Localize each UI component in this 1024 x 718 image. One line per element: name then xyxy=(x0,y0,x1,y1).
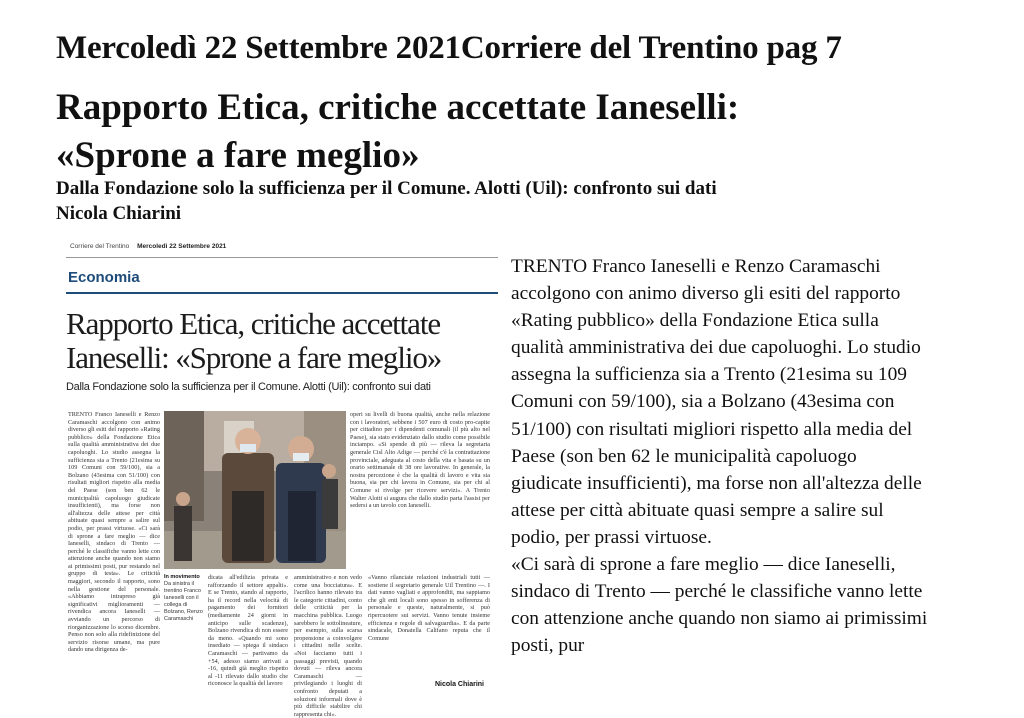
headline-line-2: «Sprone a fare meglio» xyxy=(56,135,420,176)
clipping-headline xyxy=(66,307,498,375)
headline-line-1: Rapporto Etica, critiche accettate Ianeselli: xyxy=(56,87,740,128)
clipping-section: Economia xyxy=(68,269,140,286)
clipping-column-1: TRENTO Franco Ianeselli e Renzo Caramaschi accolgono con animo diverso gli esiti del rapporto «Rating pubblico» della Fondazione Etica sulla qualità amministrativa dei due capoluoghi. Lo studio assegna la sufficienza sia a Trento (21esima su 109 Comuni con 59/100), sia a Bolzano (43esima con 51/100) con risultati migliori rispetto alla media del Paese (son ben 62 le municipalità capoluogo giudicate insufficienti), ma forse non all'altezza delle attese per città abituate quasi sempre a salire sul podio, per prassi virtuose. «Ci sarà di sprone a fare meglio — dice Ianeselli, sindaco di Trento — perché le classifiche vanno lette con attenzione anche quando non siamo ai primissimi posti, pur restando nel gruppo di testa». Le criticità maggiori, secondo il rapporto, sono nella gestione del personale. «Abbiamo intrapreso già significativi miglioramenti — rivendica ancora Ianeselli — avviando un percorso di riorganizzazione lo scorso dicembre. Penso non solo alla ridefinizione del servizio risorse umane, ma pure dando una dirigenza de- xyxy=(68,411,160,654)
clipping-date: Mercoledì 22 Settembre 2021 xyxy=(137,243,227,250)
clipping-headline-line-1: Rapporto Etica, critiche accettate xyxy=(66,306,440,341)
caption-text: Da sinistra il trentino Franco Ianeselli con il collega di Bolzano, Renzo Caramaschi xyxy=(164,581,203,622)
clipping-photo xyxy=(164,411,346,569)
subheadline: Dalla Fondazione solo la sufficienza per il Comune. Alotti (Uil): confronto sui dati xyxy=(56,178,717,199)
newspaper-clipping xyxy=(58,241,498,718)
article-body xyxy=(511,253,931,659)
article-paragraph-1: TRENTO Franco Ianeselli e Renzo Caramaschi accolgono con animo diverso gli esiti del rapporto «Rating pubblico» della Fondazione Etica sulla qualità amministrativa dei due capoluoghi. Lo studio assegna la sufficienza sia a Trento (21esima su 109 Comuni con 59/100), sia a Bolzano (43esima con 51/100) con risultati migliori rispetto alla media del Paese (son ben 62 le municipalità capoluogo giudicate insufficienti), ma forse non all'altezza delle attese per città abituate quasi sempre a salire sul podio, per prassi virtuose. xyxy=(511,256,922,548)
clipping-column-2: operi su livelli di buona qualità, anche nella relazione con i lavoratori, sebbene i 507 euro di costo pro-capite per cittadino per i dipendenti comunali (il più alto nel Paese), sia stato evidenziato dallo studio come possibile inciampo. «Si spende di più — rileva la segretaria generale Cisl Alto Adige — perché c'è la contrattazione provinciale, adeguata al costo della vita e basata su un orario settimanale di 38 ore lavorative. In generale, la nostra percezione è che la qualità di lavoro e vita sia buona, sia per chi lavora in Comune, sia per chi al Comune si rivolge per ricevere servizi». A Trento Walter Alotti si augura che dallo studio parta l'assist per sedersi a un tavolo con Ianeselli. xyxy=(350,411,490,510)
clipping-masthead-line xyxy=(70,243,226,250)
clipping-masthead: Corriere del Trentino xyxy=(70,243,130,250)
author: Nicola Chiarini xyxy=(56,203,182,224)
subheadline-block xyxy=(56,176,956,226)
clipping-byline: Nicola Chiarini xyxy=(434,681,484,688)
clipping-column-5: «Vanno rilanciate relazioni industriali tutti — sostiene il segretario generale Uil Trentino —. I dati vanno vagliati e approfonditi, ma sappiamo che gli enti locali sono spesso in sofferenza di personale e queste, naturalmente, si può ripercuotere sui servizi. Vanno tenute insieme efficienza e regole di salvaguardia». E da parte sindacale, Donatella Califano reputa che il Comune xyxy=(368,574,490,642)
clipping-section-rule xyxy=(66,292,498,294)
page-title xyxy=(56,84,739,180)
clipping-headline-line-2: Ianeselli: «Sprone a fare meglio» xyxy=(66,340,442,375)
dateline: Mercoledì 22 Settembre 2021Corriere del Trentino pag 7 xyxy=(56,30,842,66)
clipping-photo-caption xyxy=(164,574,204,623)
clipping-column-4: amministrativo e non vedo come una bocciatura». E l'acrilico hanno rilevato tra le categorie cittadini, conto delle criticità per la macchina pubblica. Luogo sarebbero le sottolineature, per esempio, sulla scarsa propensione a coinvolgere i cittadini nelle scelte. «Noi facciamo tutti i passaggi previsti, quando dovuti — rileva ancora Caramaschi — privilegiando i luoghi di confronto deputati a soluzioni informali dove è più difficile stabilire chi rappresenta chi». xyxy=(294,574,362,718)
clipping-subheadline: Dalla Fondazione solo la sufficienza per il Comune. Alotti (Uil): confronto sui dati xyxy=(66,381,431,393)
article-paragraph-2: «Ci sarà di sprone a fare meglio — dice Ianeselli, sindaco di Trento — perché le classifiche vanno lette con attenzione anche quando non siamo ai primissimi posti, pur xyxy=(511,554,928,657)
clipping-column-3: dicata all'edilizia privata e rafforzando il settore appalti». E se Trento, stando al rapporto, ha il record nella velocità di pagamento dei fornitori (mediamente 24 giorni in anticipo sulle scadenze), Bolzano rivendica di non essere da meno. «Quando mi sono insediato — spiega il sindaco Caramaschi — partivamo da +54, adesso siamo arrivati a -16, quindi già meglio rispetto al -11 rilevato dallo studio che riconosce la qualità del lavoro xyxy=(208,574,288,688)
caption-title: In movimento xyxy=(164,574,200,580)
clipping-rule xyxy=(66,257,498,258)
